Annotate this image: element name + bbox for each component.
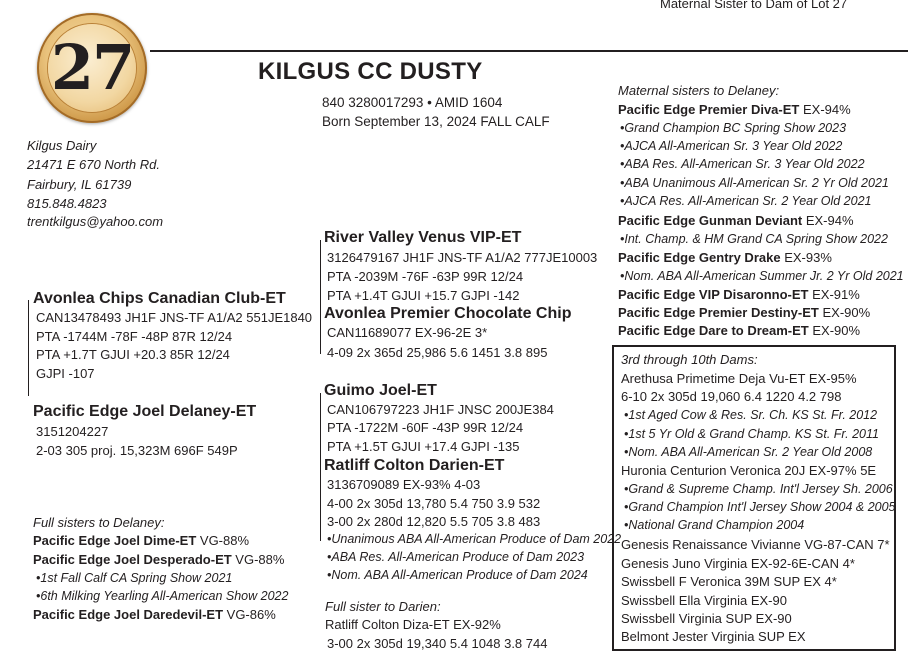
- dam-entry: Genesis Juno Virginia EX-92-6E-CAN 4*: [621, 556, 855, 571]
- dam-dam-honor: •Nom. ABA All-American Produce of Dam 2024: [327, 568, 588, 582]
- consignor-name: Kilgus Dairy: [27, 138, 97, 153]
- birth-date: Born September 13, 2024 FALL CALF: [322, 114, 550, 129]
- dam-honor: •National Grand Champion 2004: [624, 518, 805, 532]
- consignor-phone: 815.848.4823: [27, 196, 107, 211]
- full-sister-darien-line2: 3-00 2x 305d 19,340 5.4 1048 3.8 744: [327, 636, 548, 651]
- dam-line1: 3151204227: [36, 424, 109, 439]
- maternal-sister-entry: Pacific Edge Gentry Drake EX-93%: [618, 250, 832, 265]
- consignor-address1: 21471 E 670 North Rd.: [27, 157, 160, 172]
- pedigree-line-dam: [320, 393, 321, 541]
- dam-honor: •1st 5 Yr Old & Grand Champ. KS St. Fr. 2011: [624, 427, 879, 441]
- dam-entry: Huronia Centurion Veronica 20J EX-97% 5E: [621, 463, 877, 478]
- sire-dam-line1: CAN11689077 EX-96-2E 3*: [327, 325, 488, 340]
- maternal-sister-honor: •Int. Champ. & HM Grand CA Spring Show 2022: [620, 232, 888, 246]
- dam-entry: Swissbell Virginia SUP EX-90: [621, 611, 792, 626]
- dam-dam-line3: 3-00 2x 280d 12,820 5.5 705 3.8 483: [327, 514, 541, 529]
- sire-line2: PTA -1744M -78F -48P 87R 12/24: [36, 329, 233, 344]
- animal-name: KILGUS CC DUSTY: [258, 58, 483, 85]
- dam-dam-name: Ratliff Colton Darien-ET: [324, 457, 505, 474]
- maternal-sister-entry: Pacific Edge Gunman Deviant EX-94%: [618, 213, 854, 228]
- dam-sire-line3: PTA +1.5T GJUI +17.4 GJPI -135: [327, 439, 520, 454]
- sire-line1: CAN13478493 JH1F JNS-TF A1/A2 551JE1840: [36, 310, 313, 325]
- sire-name: Avonlea Chips Canadian Club-ET: [33, 290, 286, 307]
- sire-line3: PTA +1.7T GJUI +20.3 85R 12/24: [36, 347, 230, 362]
- lot-number-badge: [37, 13, 147, 123]
- dam-entry: Genesis Renaissance Vivianne VG-87-CAN 7*: [621, 537, 890, 552]
- maternal-sister-honor: •ABA Unanimous All-American Sr. 2 Yr Old 2021: [620, 176, 889, 190]
- maternal-sister-entry: Pacific Edge Dare to Dream-ET EX-90%: [618, 323, 861, 338]
- lot-number: 27: [50, 31, 134, 104]
- dam-honor: •Grand Champion Int'l Jersey Show 2004 & 2005: [624, 500, 896, 514]
- pedigree-line-main: [28, 300, 29, 396]
- dam-dam-honor: •Unanimous ABA All-American Produce of Dam 2022: [327, 532, 622, 546]
- sire-dam-line2: 4-09 2x 365d 25,986 5.6 1451 3.8 895: [327, 345, 548, 360]
- dam-sire-name: Guimo Joel-ET: [324, 382, 437, 399]
- full-sister-darien-line1: Ratliff Colton Diza-ET EX-92%: [325, 617, 501, 632]
- dam-honor: •Grand & Supreme Champ. Int'l Jersey Sh. 2006: [624, 482, 893, 496]
- consignor-email[interactable]: trentkilgus@yahoo.com: [27, 214, 164, 229]
- sister-entry: Pacific Edge Joel Desperado-ET VG-88%: [33, 552, 285, 567]
- header-rule: [150, 50, 908, 52]
- dam-sire-line2: PTA -1722M -60F -43P 99R 12/24: [327, 420, 524, 435]
- maternal-sisters-heading: Maternal sisters to Delaney:: [618, 83, 780, 98]
- dam-entry: Arethusa Primetime Deja Vu-ET EX-95%: [621, 371, 857, 386]
- dam-dam-line2: 4-00 2x 305d 13,780 5.4 750 3.9 532: [327, 496, 541, 511]
- dam-line2: 2-03 305 proj. 15,323M 696F 549P: [36, 443, 238, 458]
- full-sisters-heading: Full sisters to Delaney:: [33, 515, 165, 530]
- consignor-address2: Fairbury, IL 61739: [27, 177, 132, 192]
- sire-sire-name: River Valley Venus VIP-ET: [324, 229, 522, 246]
- sire-dam-name: Avonlea Premier Chocolate Chip: [324, 305, 572, 322]
- animal-ids: 840 3280017293 • AMID 1604: [322, 95, 503, 110]
- maternal-sister-honor: •Grand Champion BC Spring Show 2023: [620, 121, 847, 135]
- maternal-sister-honor: •ABA Res. All-American Sr. 3 Year Old 2022: [620, 157, 865, 171]
- sire-sire-line1: 3126479167 JH1F JNS-TF A1/A2 777JE10003: [327, 250, 598, 265]
- dam-honor: •Nom. ABA All-American Sr. 2 Year Old 2008: [624, 445, 873, 459]
- dam-dam-honor: •ABA Res. All-American Produce of Dam 2023: [327, 550, 585, 564]
- maternal-sister-honor: •Nom. ABA All-American Summer Jr. 2 Yr Old 2021: [620, 269, 904, 283]
- dam-entry: Belmont Jester Virginia SUP EX: [621, 629, 806, 644]
- dam-record: 6-10 2x 305d 19,060 6.4 1220 4.2 798: [621, 389, 842, 404]
- top-note: Maternal Sister to Dam of Lot 27: [660, 0, 848, 11]
- sire-sire-line3: PTA +1.4T GJUI +15.7 GJPI -142: [327, 288, 520, 303]
- dam-entry: Swissbell Ella Virginia EX-90: [621, 593, 787, 608]
- maternal-sister-entry: Pacific Edge Premier Destiny-ET EX-90%: [618, 305, 871, 320]
- dam-name: Pacific Edge Joel Delaney-ET: [33, 403, 257, 420]
- pedigree-line-sire: [320, 240, 321, 354]
- dam-entry: Swissbell F Veronica 39M SUP EX 4*: [621, 574, 837, 589]
- sister-entry: Pacific Edge Joel Dime-ET VG-88%: [33, 533, 250, 548]
- maternal-sister-honor: •AJCA All-American Sr. 3 Year Old 2022: [620, 139, 843, 153]
- maternal-sister-entry: Pacific Edge Premier Diva-ET EX-94%: [618, 102, 851, 117]
- sister-honor: •6th Milking Yearling All-American Show 2022: [36, 589, 289, 603]
- dam-sire-line1: CAN106797223 JH1F JNSC 200JE384: [327, 402, 554, 417]
- sister-entry: Pacific Edge Joel Daredevil-ET VG-86%: [33, 607, 276, 622]
- maternal-sister-honor: •AJCA Res. All-American Sr. 2 Year Old 2021: [620, 194, 872, 208]
- sister-honor: •1st Fall Calf CA Spring Show 2021: [36, 571, 233, 585]
- dam-dam-line1: 3136709089 EX-93% 4-03: [327, 477, 481, 492]
- sire-line4: GJPI -107: [36, 366, 95, 381]
- maternal-sister-entry: Pacific Edge VIP Disaronno-ET EX-91%: [618, 287, 860, 302]
- full-sister-darien-heading: Full sister to Darien:: [325, 599, 441, 614]
- dams-heading: 3rd through 10th Dams:: [621, 352, 758, 367]
- sire-sire-line2: PTA -2039M -76F -63P 99R 12/24: [327, 269, 524, 284]
- dam-honor: •1st Aged Cow & Res. Sr. Ch. KS St. Fr. 2012: [624, 408, 878, 422]
